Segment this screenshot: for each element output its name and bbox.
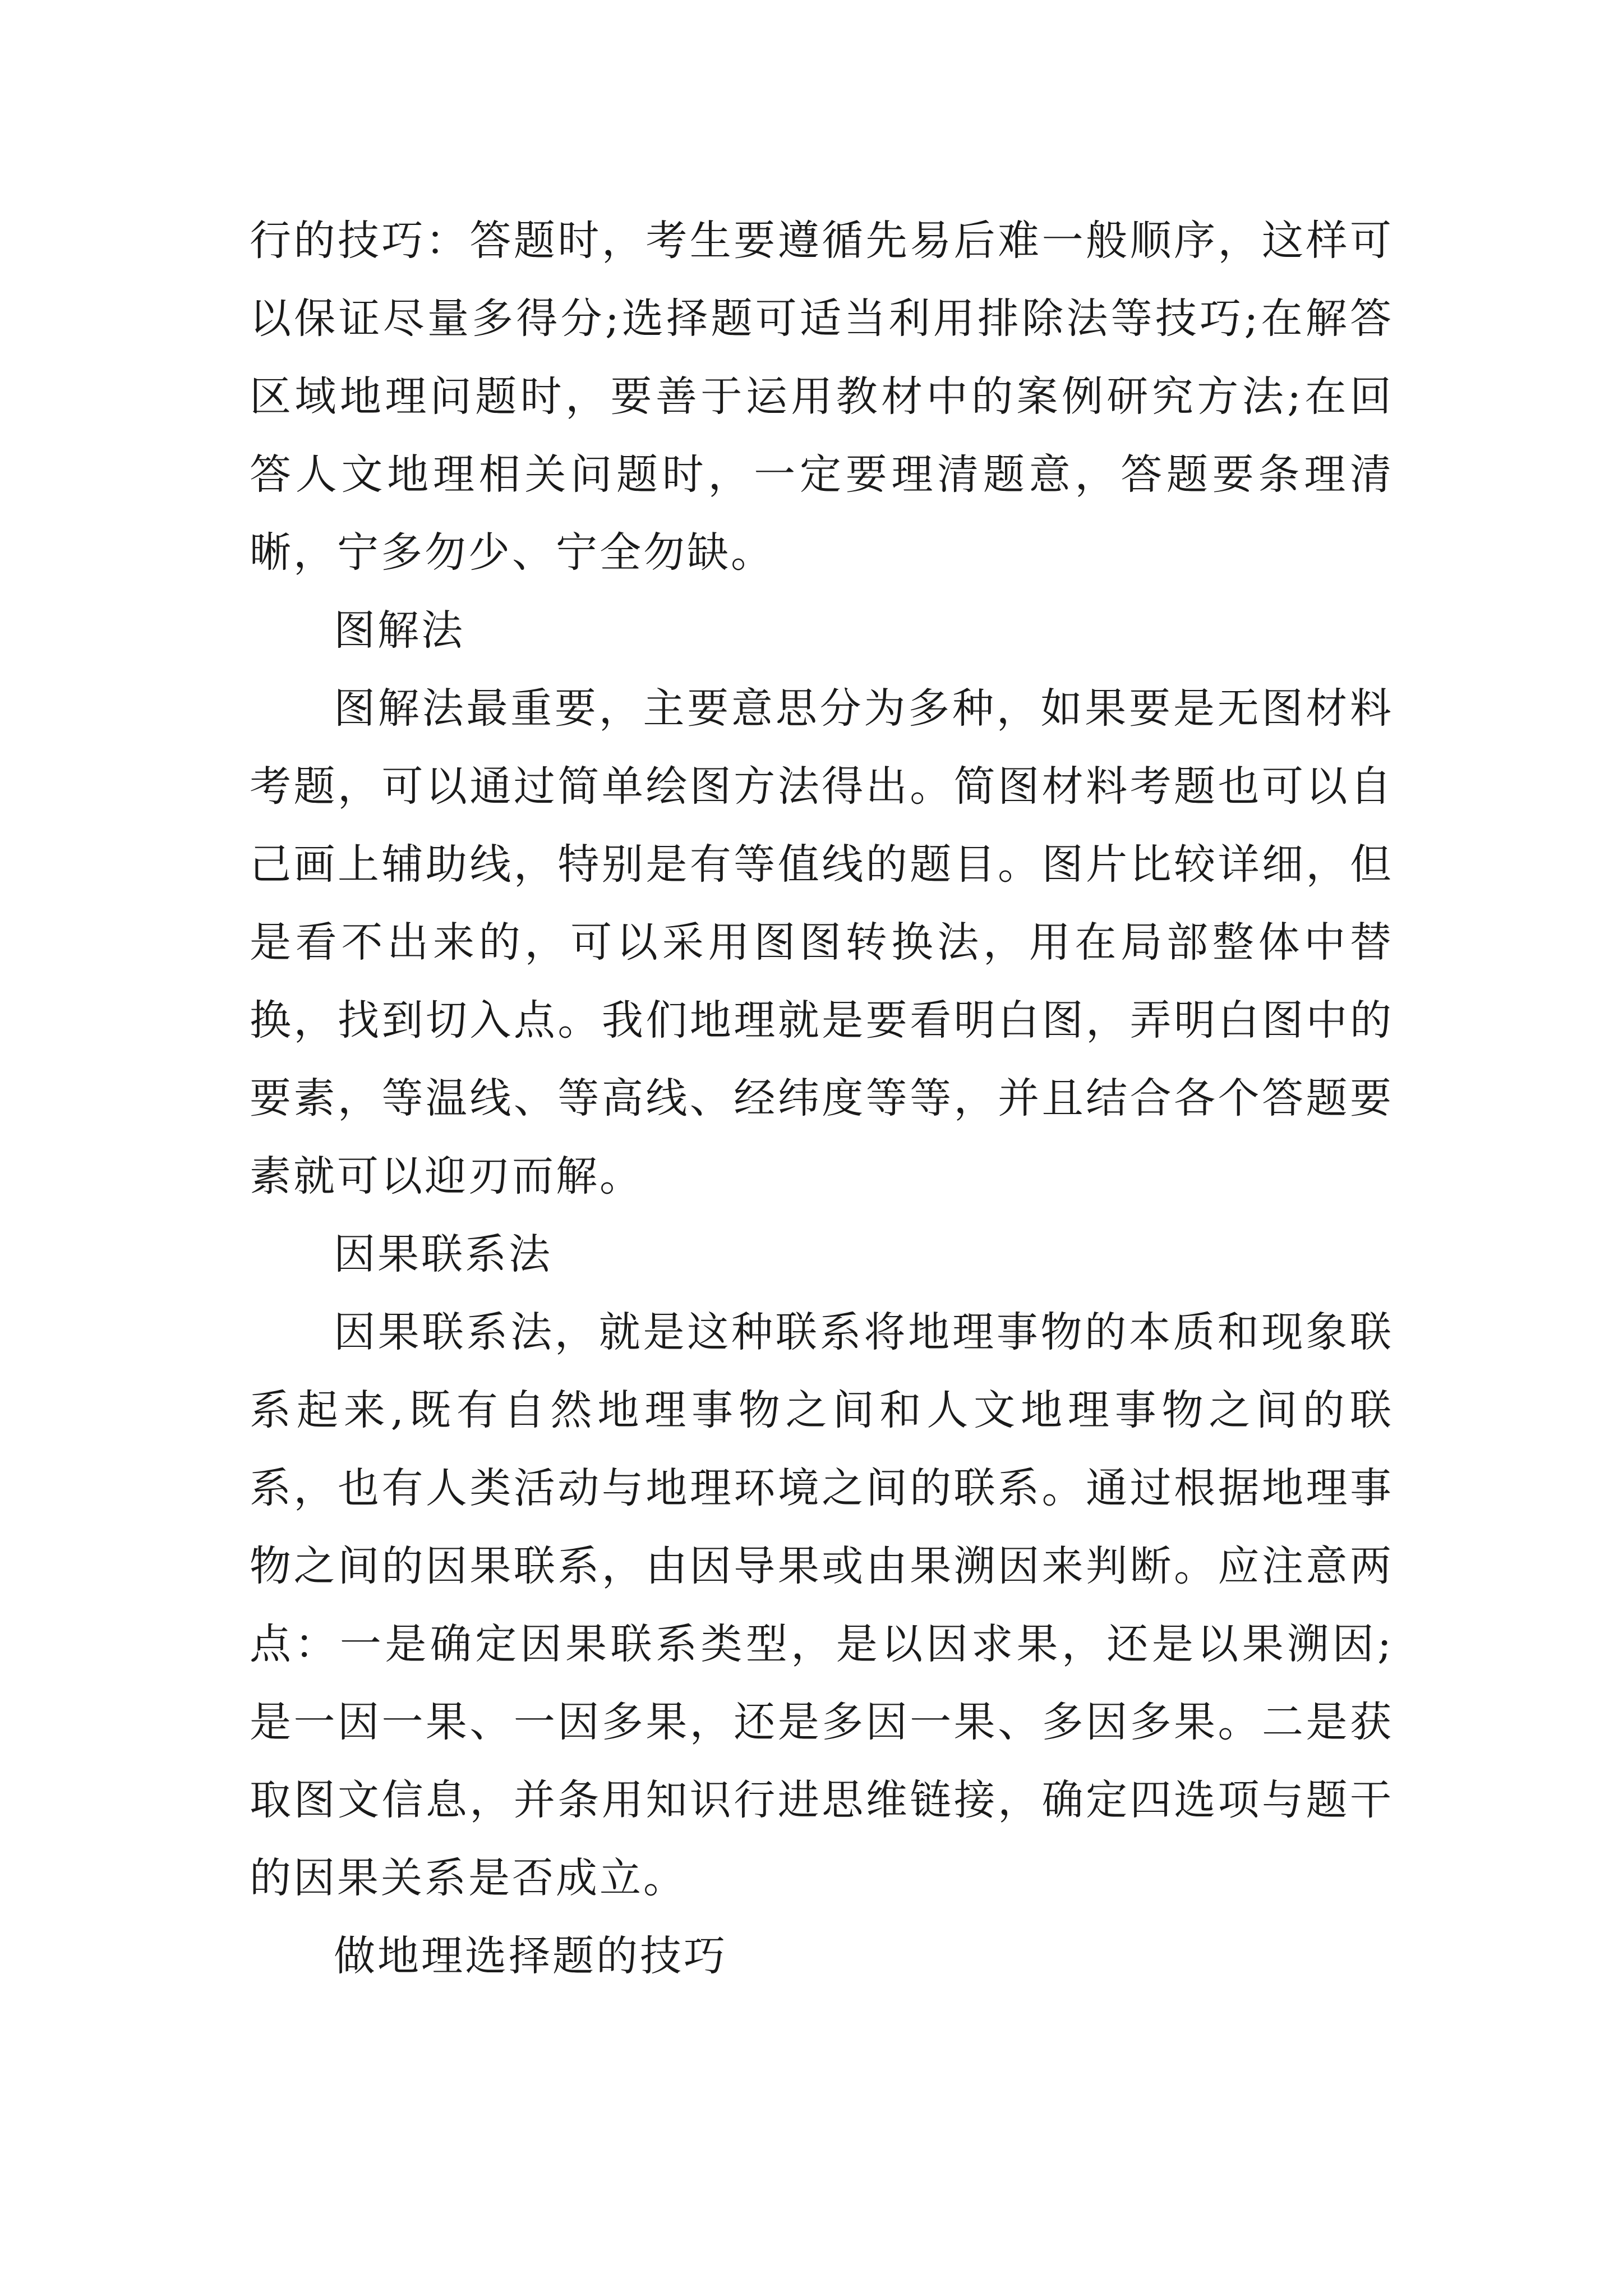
- heading-choice-question-tips: 做地理选择题的技巧: [334, 1932, 727, 1980]
- paragraph-diagram-method: 图解法最重要，主要意思分为多种，如果要是无图材料考题，可以通过简单绘图方法得出。简图材料考题也可以自己画上辅助线，特别是有等值线的题目。图片比较详细，但是看不出来的，可以采用图图转换法，用在局部整体中替换，找到切入点。我们地理就是要看明白图，弄明白图中的要素，等温线、等高线、经纬度等等，并且结合各个答题要素就可以迎刃而解。: [250, 684, 1394, 1200]
- document-body: [250, 202, 1394, 1995]
- paragraph-answer-tips: 行的技巧：答题时，考生要遵循先易后难一般顺序，这样可以保证尽量多得分;选择题可适当利用排除法等技巧;在解答区域地理问题时，要善于运用教材中的案例研究方法;在回答人文地理相关问题时，一定要理清题意，答题要条理清晰，宁多勿少、宁全勿缺。: [250, 217, 1394, 577]
- paragraph-causal-method: 因果联系法，就是这种联系将地理事物的本质和现象联系起来,既有自然地理事物之间和人文地理事物之间的联系，也有人类活动与地理环境之间的联系。通过根据地理事物之间的因果联系，由因导果或由果溯因来判断。应注意两点：一是确定因果联系类型，是以因求果，还是以果溯因;是一因一果、一因多果，还是多因一果、多因多果。二是获取图文信息，并条用知识行进思维链接，确定四选项与题干的因果关系是否成立。: [250, 1308, 1394, 1902]
- heading-causal-method: 因果联系法: [334, 1230, 552, 1278]
- heading-diagram-method: 图解法: [334, 606, 465, 655]
